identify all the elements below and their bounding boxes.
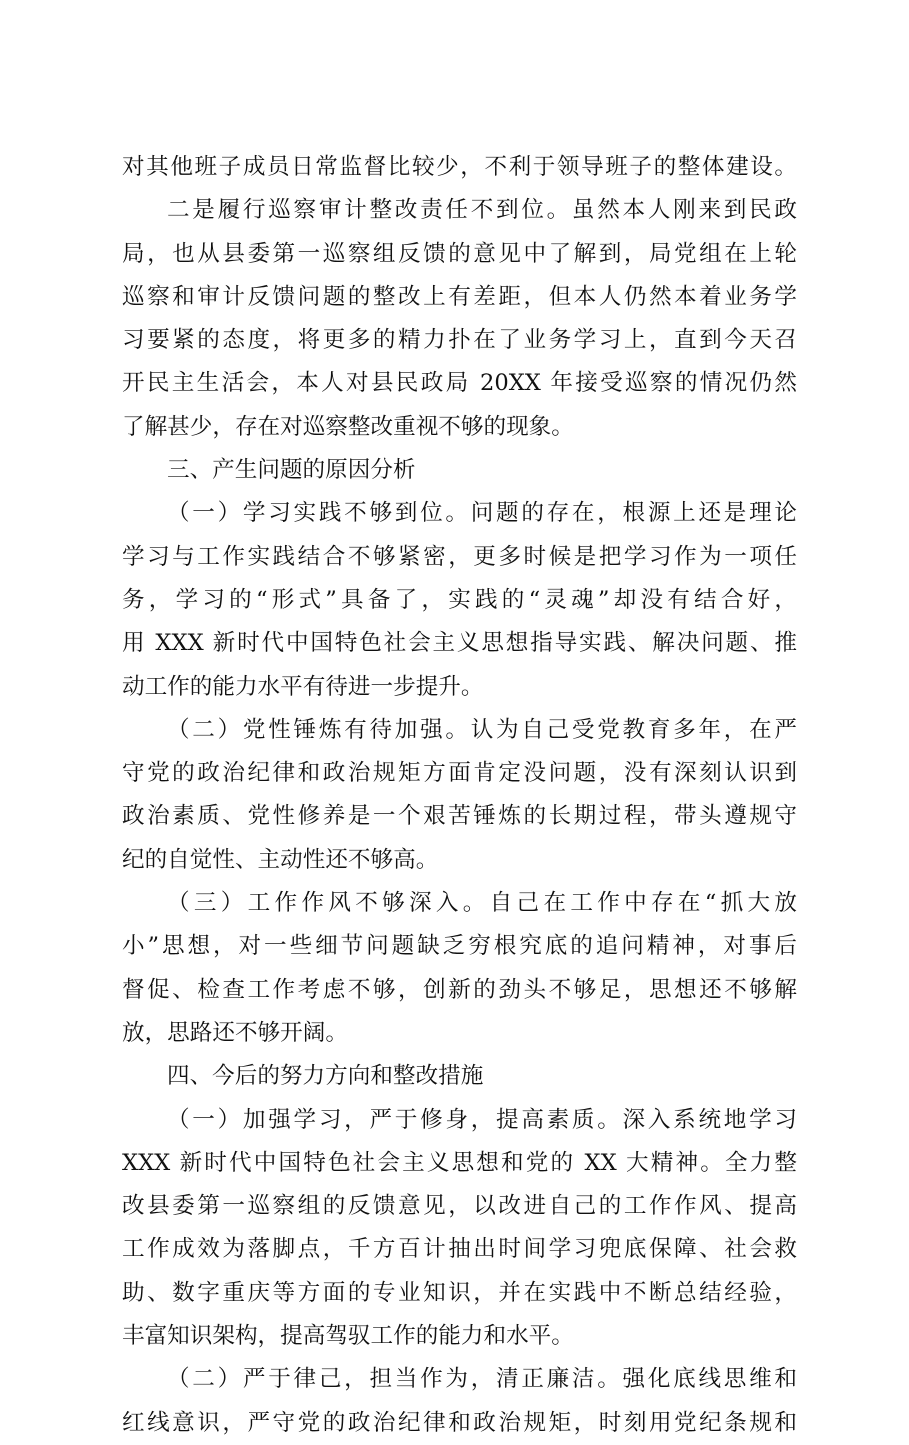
text-line-10: 学习与工作实践结合不够紧密，更多时候是把学习作为一项任 bbox=[122, 543, 797, 570]
text-line-7: 了解甚少，存在对巡察整改重视不够的现象。 bbox=[122, 413, 574, 440]
text-line-2: 二是履行巡察审计整改责任不到位。虽然本人刚来到民政 bbox=[167, 197, 797, 224]
section-heading-3: 三、产生问题的原因分析 bbox=[167, 457, 416, 484]
text-line-24: XXX 新时代中国特色社会主义思想和党的 XX 大精神。全力整 bbox=[122, 1149, 797, 1176]
text-line-3: 局，也从县委第一巡察组反馈的意见中了解到，局党组在上轮 bbox=[122, 240, 797, 267]
text-line-5: 习要紧的态度，将更多的精力扑在了业务学习上，直到今天召 bbox=[122, 327, 797, 354]
text-line-29: （二）严于律己，担当作为，清正廉洁。强化底线思维和 bbox=[167, 1366, 797, 1393]
text-line-12: 用 XXX 新时代中国特色社会主义思想指导实践、解决问题、推 bbox=[122, 630, 797, 657]
text-line-30: 红线意识，严守党的政治纪律和政治规矩，时刻用党纪条规和 bbox=[122, 1409, 797, 1436]
text-line-23: （一）加强学习，严于修身，提高素质。深入系统地学习 bbox=[167, 1106, 797, 1133]
text-line-28: 丰富知识架构，提高驾驭工作的能力和水平。 bbox=[122, 1323, 574, 1350]
text-line-21: 放，思路还不够开阔。 bbox=[122, 1019, 348, 1046]
text-line-15: 守党的政治纪律和政治规矩方面肯定没问题，没有深刻认识到 bbox=[122, 760, 797, 787]
text-line-6: 开民主生活会，本人对县民政局 20XX 年接受巡察的情况仍然 bbox=[122, 370, 797, 397]
text-line-11: 务，学习的“形式”具备了，实践的“灵魂”却没有结合好， bbox=[122, 586, 797, 613]
text-line-1: 对其他班子成员日常监督比较少，不利于领导班子的整体建设。 bbox=[122, 154, 797, 180]
text-line-17: 纪的自觉性、主动性还不够高。 bbox=[122, 846, 439, 873]
text-line-14: （二）党性锤炼有待加强。认为自己受党教育多年，在严 bbox=[167, 716, 797, 743]
text-line-13: 动工作的能力水平有待进一步提升。 bbox=[122, 673, 484, 700]
text-line-27: 助、数字重庆等方面的专业知识，并在实践中不断总结经验， bbox=[122, 1279, 797, 1306]
text-line-19: 小”思想，对一些细节问题缺乏穷根究底的追问精神，对事后 bbox=[122, 933, 797, 960]
text-line-4: 巡察和审计反馈问题的整改上有差距，但本人仍然本着业务学 bbox=[122, 283, 797, 310]
text-line-9: （一）学习实践不够到位。问题的存在，根源上还是理论 bbox=[167, 500, 797, 527]
section-heading-4: 四、今后的努力方向和整改措施 bbox=[167, 1063, 484, 1090]
text-line-18: （三）工作作风不够深入。自己在工作中存在“抓大放 bbox=[167, 890, 797, 917]
text-line-16: 政治素质、党性修养是一个艰苦锤炼的长期过程，带头遵规守 bbox=[122, 803, 797, 830]
document-body bbox=[122, 146, 797, 1445]
text-line-20: 督促、检查工作考虑不够，创新的劲头不够足，思想还不够解 bbox=[122, 976, 797, 1003]
text-line-26: 工作成效为落脚点，千方百计抽出时间学习兜底保障、社会救 bbox=[122, 1236, 797, 1263]
text-line-25: 改县委第一巡察组的反馈意见，以改进自己的工作作风、提高 bbox=[122, 1193, 797, 1220]
